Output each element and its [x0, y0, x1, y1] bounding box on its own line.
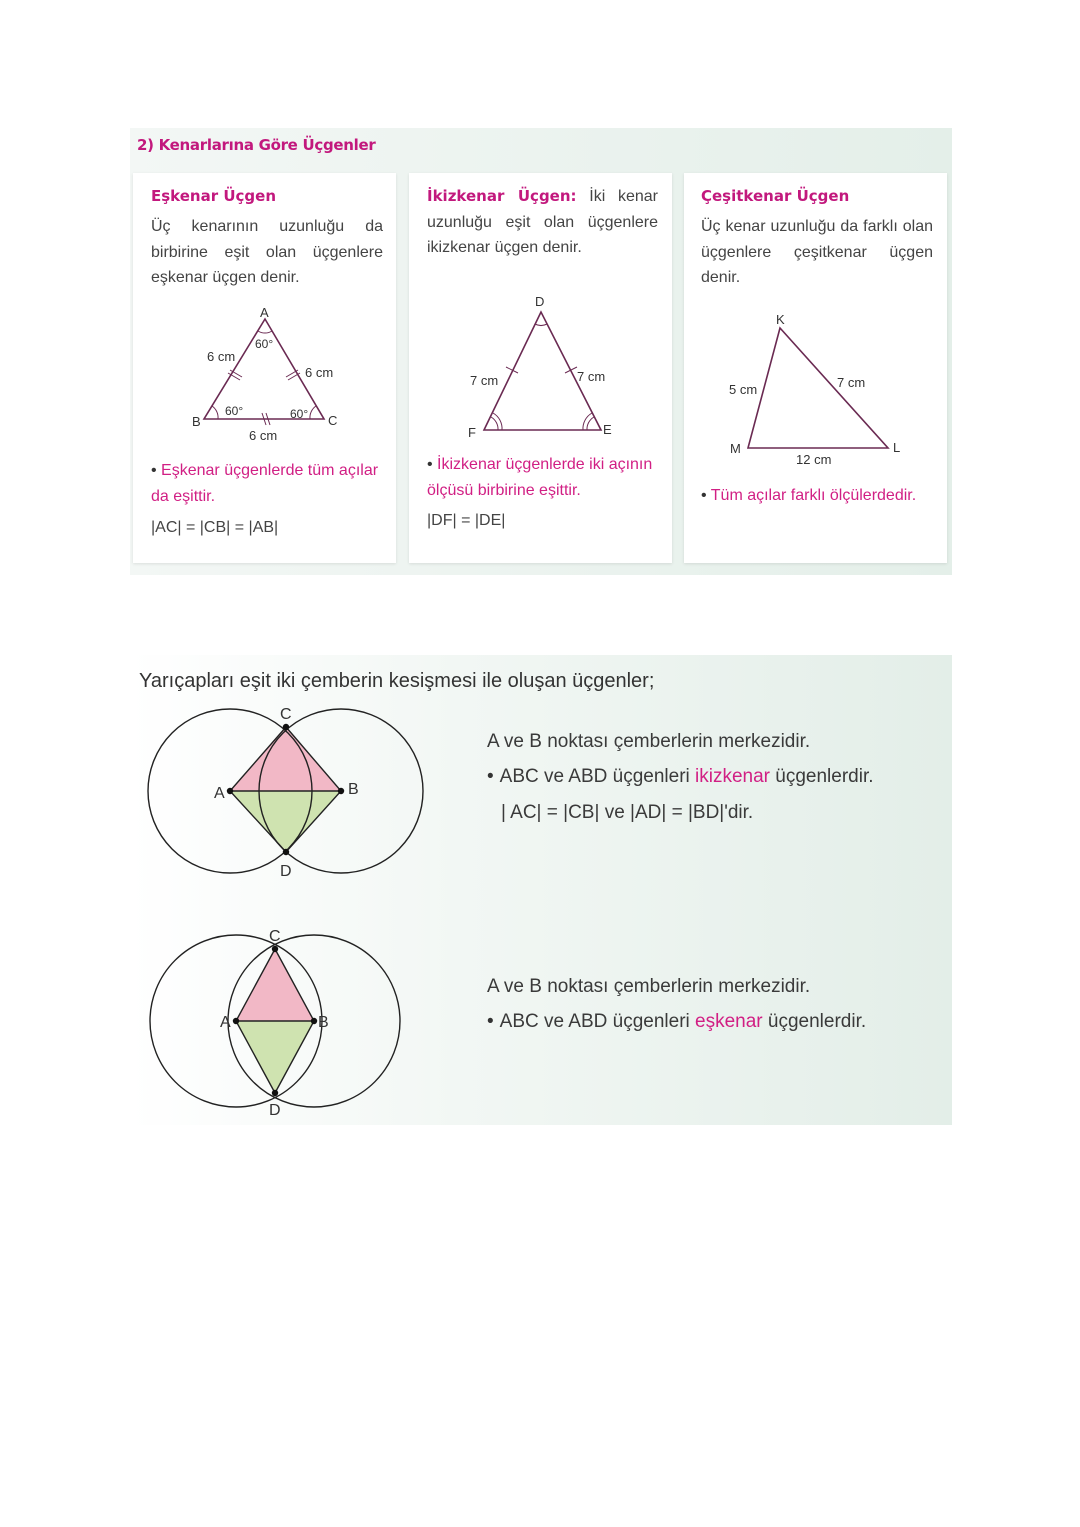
point-label-c: C — [280, 706, 292, 723]
point-label-b: B — [348, 781, 359, 798]
side-label-ml: 12 cm — [796, 452, 832, 467]
scalene-title: Çeşitkenar Üçgen — [701, 187, 850, 205]
vertex-label-e: E — [603, 422, 612, 437]
isosceles-bullet: • İkizkenar üçgenlerde iki açının ölçüsü birbirine eşittir. — [427, 456, 653, 499]
isosceles-definition: İkizkenar Üçgen: İki kenar uzunluğu eşit olan üçgenlere ikizkenar üçgen denir. — [427, 187, 658, 256]
side-label-right: 7 cm — [577, 369, 606, 384]
vertex-label-b: B — [192, 414, 201, 429]
example2-bullet: • ABC ve ABD üçgenleri eşkenar üçgenlerdir. — [487, 1011, 867, 1032]
scalene-card — [684, 173, 947, 563]
section-title: 2) Kenarlarına Göre Üçgenler — [137, 136, 376, 154]
side-label-right: 6 cm — [305, 365, 334, 380]
vertex-label-k: K — [776, 312, 785, 327]
equilateral-title: Eşkenar Üçgen — [151, 187, 277, 205]
isosceles-equation: |DF| = |DE| — [427, 512, 506, 529]
angle-label-b: 60° — [225, 404, 244, 418]
point-label-c: C — [269, 928, 281, 945]
isosceles-triangle-figure — [464, 291, 624, 443]
angle-label-a: 60° — [255, 337, 274, 351]
vertex-label-d: D — [535, 294, 545, 309]
vertex-label-l: L — [893, 440, 901, 455]
side-label-bottom: 6 cm — [249, 428, 278, 443]
point-label-d: D — [280, 863, 292, 880]
vertex-label-a: A — [260, 305, 269, 320]
example1-line1: A ve B noktası çemberlerin merkezidir. — [487, 731, 811, 752]
equilateral-card — [133, 173, 396, 563]
isosceles-title: İkizkenar Üçgen: — [427, 187, 577, 205]
side-label-kl: 7 cm — [837, 375, 866, 390]
angle-label-c: 60° — [290, 407, 309, 421]
point-label-a: A — [214, 785, 225, 802]
vertex-label-f: F — [468, 425, 476, 440]
example1-bullet: • ABC ve ABD üçgenleri ikizkenar üçgenlerdir. — [487, 766, 874, 787]
scalene-definition: Üç kenar uzunluğu da farklı olan üçgenlere çeşitkenar üçgen denir. — [701, 218, 933, 286]
side-label-left: 6 cm — [207, 349, 236, 364]
example2-line1: A ve B noktası çemberlerin merkezidir. — [487, 976, 811, 997]
vertex-label-c: C — [328, 413, 338, 428]
point-label-d: D — [269, 1102, 281, 1119]
isosceles-card — [409, 173, 672, 563]
circles-isosceles-figure — [140, 700, 440, 885]
equilateral-bullet: • Eşkenar üçgenlerde tüm açılar da eşittir. — [151, 462, 379, 505]
side-label-km: 5 cm — [729, 382, 758, 397]
point-label-a: A — [220, 1014, 231, 1031]
equilateral-definition: Üç kenarının uzunluğu da birbirine eşit olan üçgenlere eşkenar üçgen denir. — [151, 218, 383, 286]
circles-heading: Yarıçapları eşit iki çemberin kesişmesi ile oluşan üçgenler; — [139, 670, 655, 692]
side-label-left: 7 cm — [470, 373, 499, 388]
example1-equation: | AC| = |CB| ve |AD| = |BD|'dir. — [501, 802, 754, 823]
vertex-label-m: M — [730, 441, 741, 456]
circles-equilateral-figure — [140, 925, 420, 1120]
scalene-bullet: • Tüm açılar farklı ölçülerdedir. — [701, 487, 917, 504]
scalene-triangle-figure — [724, 309, 914, 469]
equilateral-equation: |AC| = |CB| = |AB| — [151, 519, 279, 536]
point-label-b: B — [318, 1014, 329, 1031]
equilateral-triangle-figure — [188, 301, 358, 447]
